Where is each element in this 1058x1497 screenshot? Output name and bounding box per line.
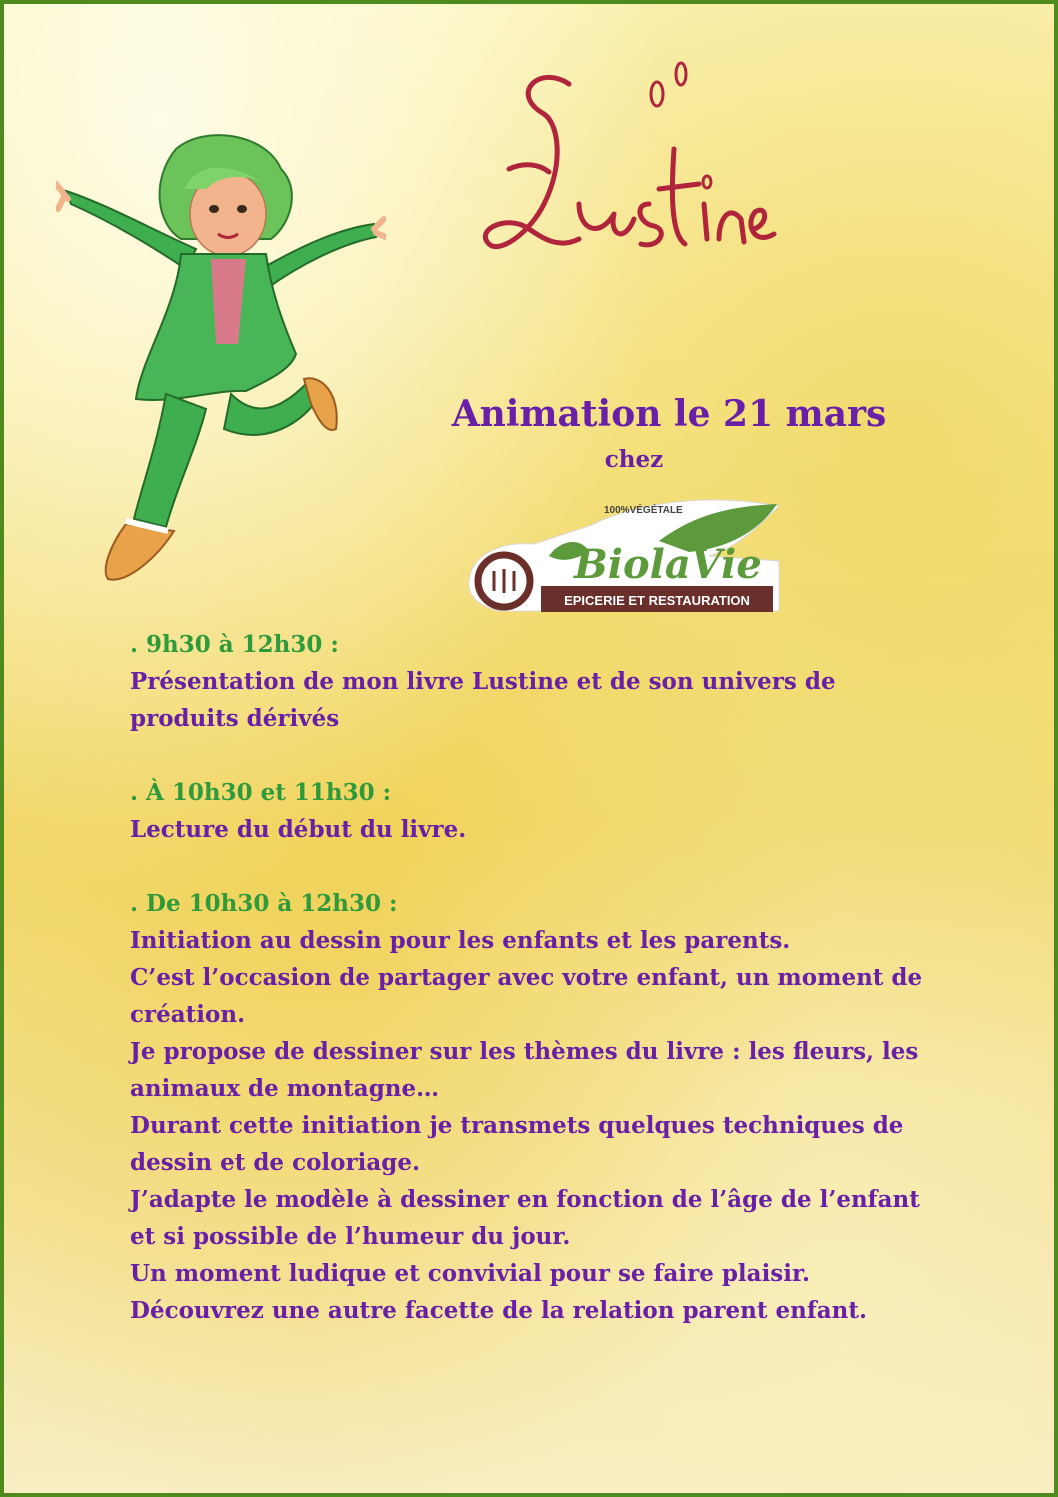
lustine-character-illustration [56, 129, 386, 609]
description-line: produits dérivés [130, 705, 340, 732]
description-line: C’est l’occasion de partager avec votre enfant, un moment de [130, 964, 923, 991]
event-location-label: chez [604, 446, 664, 473]
spacer [130, 848, 950, 885]
description-line: dessin et de coloriage. [130, 1149, 420, 1176]
description-line: création. [130, 1001, 246, 1028]
program-block-1 [130, 626, 950, 737]
spacer [130, 737, 950, 774]
program-block-3 [130, 885, 950, 1329]
description-line: Présentation de mon livre Lustine et de son univers de [130, 668, 836, 695]
program-section [130, 626, 950, 1329]
logo-top-text: 100%VÉGÉTALE [604, 505, 683, 516]
time-slot: . À 10h30 et 11h30 : [130, 779, 392, 806]
description-line: Découvrez une autre facette de la relation parent enfant. [130, 1297, 868, 1324]
time-slot: . De 10h30 à 12h30 : [130, 890, 398, 917]
description-line: Je propose de dessiner sur les thèmes du livre : les fleurs, les [130, 1038, 919, 1065]
description-line: Un moment ludique et convivial pour se faire plaisir. [130, 1260, 811, 1287]
lustine-signature-logo [449, 54, 779, 299]
description-line: et si possible de l’humeur du jour. [130, 1223, 571, 1250]
logo-name-text: BiolaVie [574, 541, 762, 588]
biolavie-logo [459, 486, 789, 626]
description-line: animaux de montagne… [130, 1075, 440, 1102]
logo-banner-text: EPICERIE ET RESTAURATION [564, 593, 750, 608]
event-title: Animation le 21 mars [451, 393, 887, 435]
description-line: Initiation au dessin pour les enfants et les parents. [130, 927, 791, 954]
time-slot: . 9h30 à 12h30 : [130, 631, 339, 658]
description-line: J’adapte le modèle à dessiner en fonction de l’âge de l’enfant [130, 1186, 920, 1213]
description-line: Lecture du début du livre. [130, 816, 467, 843]
description-line: Durant cette initiation je transmets quelques techniques de [130, 1112, 904, 1139]
program-block-2 [130, 774, 950, 848]
